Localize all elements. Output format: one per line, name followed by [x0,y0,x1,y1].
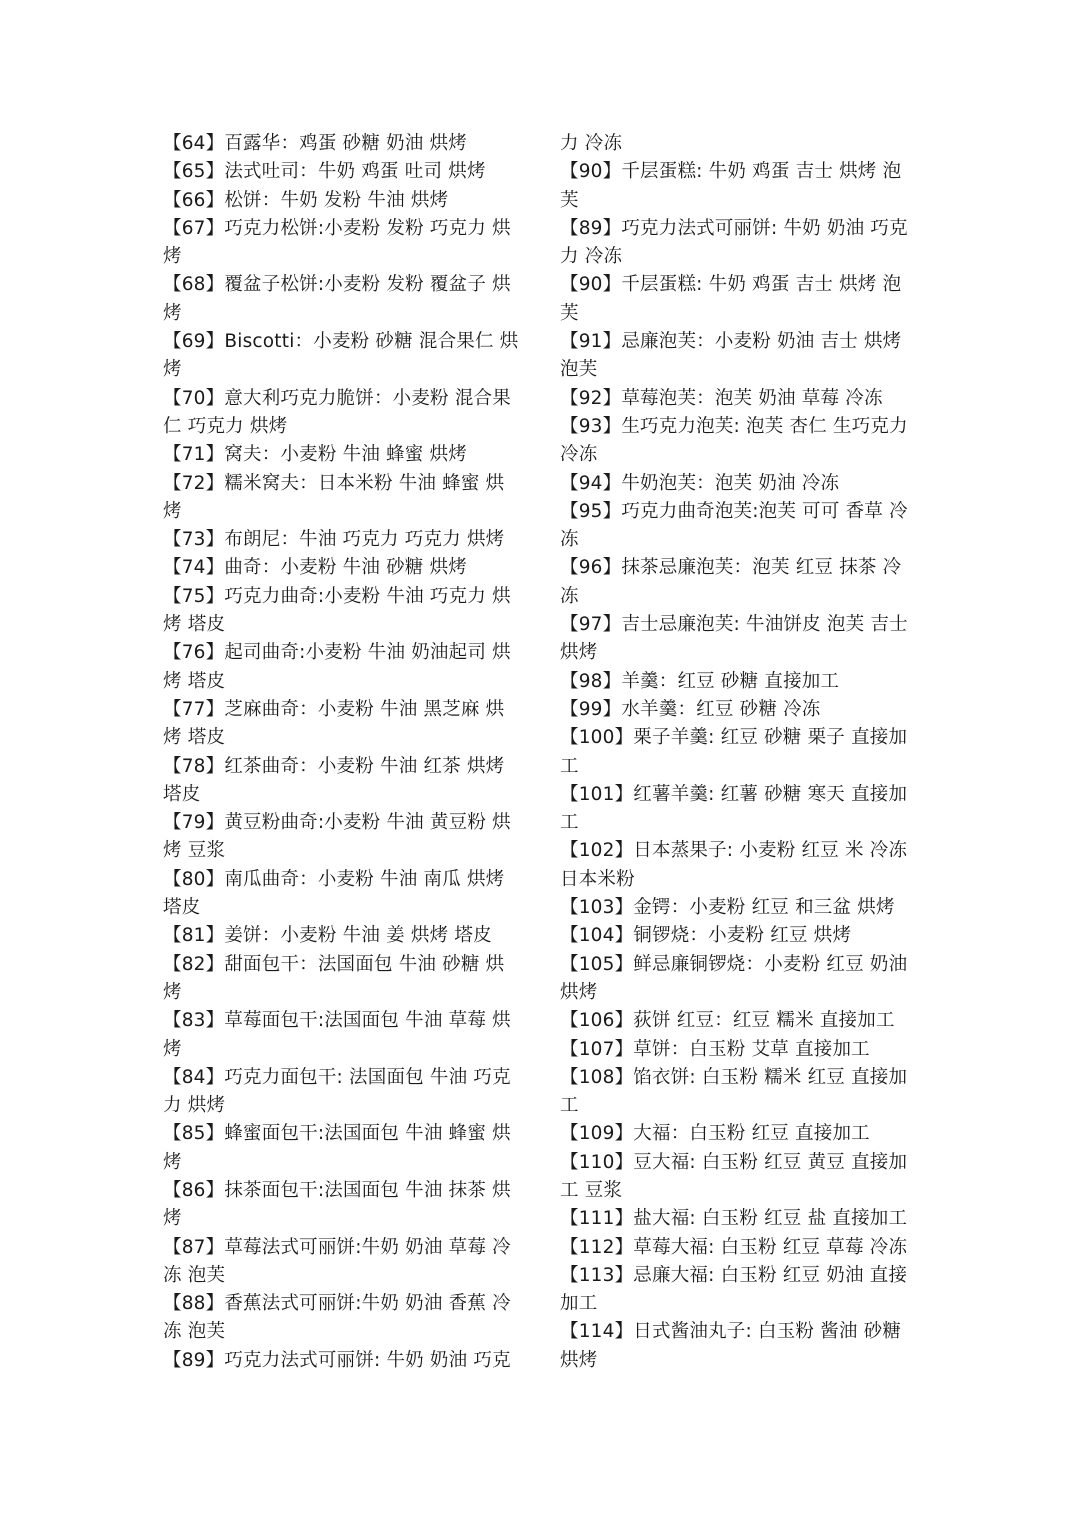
recipe-line: 【71】窝夫：小麦粉 牛油 蜂蜜 烘烤 [163,444,467,466]
recipe-line: 【92】草莓泡芙：泡芙 奶油 草莓 冷冻 [560,387,883,409]
recipe-line: 【101】红薯羊羹: 红薯 砂糖 寒天 直接加 [560,783,908,805]
recipe-line: 【82】甜面包干：法国面包 牛油 砂糖 烘 [163,953,505,975]
recipe-line: 【89】巧克力法式可丽饼: 牛奶 奶油 巧克 [163,1349,511,1371]
recipe-line: 【99】水羊羹：红豆 砂糖 冷冻 [560,698,821,720]
recipe-line: 【68】覆盆子松饼:小麦粉 发粉 覆盆子 烘 [163,274,511,296]
recipe-line: 烤 [163,302,182,324]
recipe-line: 烤 [163,500,182,522]
recipe-line: 【66】松饼：牛奶 发粉 牛油 烘烤 [163,189,449,211]
recipe-line: 冻 [560,529,579,551]
recipe-line: 【73】布朗尼：牛油 巧克力 巧克力 烘烤 [163,529,505,551]
recipe-line: 工 [560,812,579,834]
recipe-line: 【76】起司曲奇:小麦粉 牛油 奶油起司 烘 [163,642,511,664]
recipe-line: 塔皮 [163,783,201,805]
recipe-line: 【97】吉士忌廉泡芙: 牛油饼皮 泡芙 吉士 [560,614,908,636]
recipe-line: 【67】巧克力松饼:小麦粉 发粉 巧克力 烘 [163,217,511,239]
recipe-line: 【109】大福：白玉粉 红豆 直接加工 [560,1123,870,1145]
recipe-line: 烤 塔皮 [163,670,226,692]
recipe-line: 【72】糯米窝夫：日本米粉 牛油 蜂蜜 烘 [163,472,505,494]
recipe-line: 【78】红茶曲奇：小麦粉 牛油 红茶 烘烤 [163,755,505,777]
recipe-line: 工 豆浆 [560,1179,623,1201]
recipe-line: 加工 [560,1293,598,1315]
recipe-line: 【70】意大利巧克力脆饼：小麦粉 混合果 [163,387,511,409]
recipe-line: 【84】巧克力面包干: 法国面包 牛油 巧克 [163,1066,511,1088]
recipe-line: 【106】荻饼 红豆：红豆 糯米 直接加工 [560,1010,895,1032]
recipe-line: 芙 [560,189,579,211]
recipe-line: 【102】日本蒸果子: 小麦粉 红豆 米 冷冻 [560,840,908,862]
recipe-line: 【103】金锷：小麦粉 红豆 和三盆 烘烤 [560,897,895,919]
recipe-line: 烤 塔皮 [163,727,226,749]
recipe-line: 力 冷冻 [560,246,623,268]
recipe-line: 【93】生巧克力泡芙: 泡芙 杏仁 生巧克力 [560,415,908,437]
recipe-line: 芙 [560,302,579,324]
recipe-line: 【108】馅衣饼: 白玉粉 糯米 红豆 直接加 [560,1066,908,1088]
recipe-line: 【100】栗子羊羹: 红豆 砂糖 栗子 直接加 [560,727,908,749]
recipe-line: 【95】巧克力曲奇泡芙:泡芙 可可 香草 冷 [560,500,908,522]
recipe-line: 【86】抹茶面包干:法国面包 牛油 抹茶 烘 [163,1179,511,1201]
recipe-line: 烘烤 [560,1349,598,1371]
recipe-line: 【64】百露华：鸡蛋 砂糖 奶油 烘烤 [163,133,467,154]
recipe-line: 冷冻 [560,444,598,466]
recipe-line: 烘烤 [560,642,598,664]
recipe-line: 【91】忌廉泡芙：小麦粉 奶油 吉士 烘烤 [560,331,902,353]
recipe-line: 冻 泡芙 [163,1321,226,1343]
recipe-line: 【107】草饼：白玉粉 艾草 直接加工 [560,1038,870,1060]
recipe-line: 烤 [163,1151,182,1173]
recipe-line: 【87】草莓法式可丽饼:牛奶 奶油 草莓 冷 [163,1236,511,1258]
recipe-line: 【114】日式酱油丸子: 白玉粉 酱油 砂糖 [560,1321,902,1343]
recipe-line: 塔皮 [163,897,201,919]
recipe-line: 工 [560,755,579,777]
recipe-line: 力 冷冻 [560,133,623,154]
recipe-line: 烤 塔皮 [163,614,226,636]
recipe-line: 【81】姜饼：小麦粉 牛油 姜 烘烤 塔皮 [163,925,492,947]
recipe-line: 【105】鲜忌廉铜锣烧：小麦粉 红豆 奶油 [560,953,908,975]
recipe-line: 【74】曲奇：小麦粉 牛油 砂糖 烘烤 [163,557,467,579]
recipe-line: 烤 豆浆 [163,840,226,862]
recipe-line: 工 [560,1095,579,1117]
recipe-line: 【69】Biscotti：小麦粉 砂糖 混合果仁 烘 [163,331,519,353]
recipe-line: 烤 [163,359,182,381]
recipe-line: 【65】法式吐司：牛奶 鸡蛋 吐司 烘烤 [163,161,486,183]
recipe-line: 【96】抹茶忌廉泡芙：泡芙 红豆 抹茶 冷 [560,557,902,579]
left-column [163,130,525,1375]
recipe-line: 【83】草莓面包干:法国面包 牛油 草莓 烘 [163,1010,511,1032]
recipe-line: 冻 泡芙 [163,1264,226,1286]
recipe-line: 烤 [163,981,182,1003]
recipe-line: 【90】千层蛋糕: 牛奶 鸡蛋 吉士 烘烤 泡 [560,161,902,183]
recipe-line: 【110】豆大福: 白玉粉 红豆 黄豆 直接加 [560,1151,908,1173]
recipe-line: 烤 [163,1038,182,1060]
recipe-line: 【75】巧克力曲奇:小麦粉 牛油 巧克力 烘 [163,585,511,607]
recipe-line: 烤 [163,1208,182,1230]
recipe-line: 【88】香蕉法式可丽饼:牛奶 奶油 香蕉 冷 [163,1293,511,1315]
recipe-line: 泡芙 [560,359,598,381]
recipe-line: 【104】铜锣烧：小麦粉 红豆 烘烤 [560,925,852,947]
recipe-line: 【79】黄豆粉曲奇:小麦粉 牛油 黄豆粉 烘 [163,812,511,834]
recipe-line: 【90】千层蛋糕: 牛奶 鸡蛋 吉士 烘烤 泡 [560,274,902,296]
recipe-line: 【80】南瓜曲奇：小麦粉 牛油 南瓜 烘烤 [163,868,505,890]
recipe-line: 【113】忌廉大福: 白玉粉 红豆 奶油 直接 [560,1264,908,1286]
recipe-line: 【112】草莓大福: 白玉粉 红豆 草莓 冷冻 [560,1236,908,1258]
recipe-line: 仁 巧克力 烘烤 [163,415,288,437]
recipe-line: 烘烤 [560,981,598,1003]
recipe-line: 【98】羊羹：红豆 砂糖 直接加工 [560,670,840,692]
recipe-line: 【111】盐大福: 白玉粉 红豆 盐 直接加工 [560,1208,908,1230]
recipe-line: 冻 [560,585,579,607]
recipe-line: 【94】牛奶泡芙：泡芙 奶油 冷冻 [560,472,840,494]
recipe-line: 力 烘烤 [163,1095,226,1117]
recipe-line: 烤 [163,246,182,268]
recipe-line: 【85】蜂蜜面包干:法国面包 牛油 蜂蜜 烘 [163,1123,511,1145]
right-column [560,130,922,1375]
recipe-line: 【77】芝麻曲奇：小麦粉 牛油 黑芝麻 烘 [163,698,505,720]
recipe-line: 日本米粉 [560,868,635,890]
recipe-line: 【89】巧克力法式可丽饼: 牛奶 奶油 巧克 [560,217,908,239]
